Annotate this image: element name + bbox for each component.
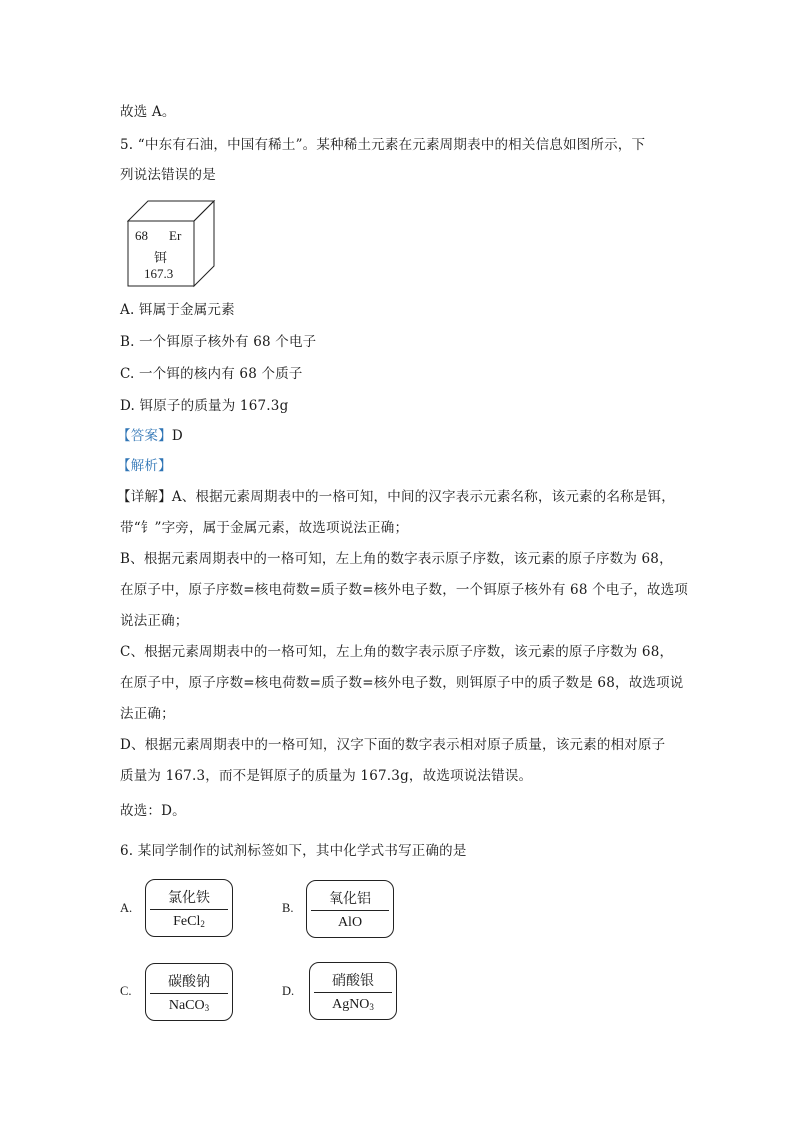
- atomic-mass: 167.3: [144, 266, 174, 281]
- answer-value: D: [171, 428, 183, 444]
- question-5-stem-line-2: 列说法错误的是: [120, 167, 216, 183]
- option-d: D. 铒原子的质量为 167.3g: [120, 398, 289, 414]
- final-answer: 故选：D。: [120, 803, 186, 819]
- answer-tag: 【答案】: [117, 428, 172, 444]
- element-symbol: Er: [169, 228, 182, 243]
- atomic-number: 68: [135, 228, 148, 243]
- element-cell-figure: [127, 200, 217, 290]
- option-b: B. 一个铒原子核外有 68 个电子: [120, 334, 317, 350]
- explanation-line-3: B、根据元素周期表中的一格可知，左上角的数字表示原子序数，该元素的原子序数为 68，: [120, 551, 673, 567]
- label-option-letter-b: B.: [282, 901, 294, 915]
- element-name: 铒: [154, 251, 168, 266]
- explanation-line-4: 在原子中，原子序数=核电荷数=质子数=核外电子数，一个铒原子核外有 68 个电子，故选项: [120, 582, 688, 598]
- label-name: 氯化铁: [168, 890, 210, 906]
- explanation-line-1: [117, 487, 675, 507]
- reagent-label-c: [145, 963, 233, 1021]
- reagent-label-b: [306, 880, 394, 938]
- label-formula: FeCl$_2$: [173, 914, 205, 929]
- answer-row: [117, 426, 183, 446]
- label-formula: NaCO$_3$: [168, 998, 210, 1013]
- label-formula: AgNO$_3$: [332, 997, 374, 1012]
- label-option-letter-d: D.: [282, 984, 295, 998]
- label-name: 碳酸钠: [168, 974, 210, 990]
- explanation-text: A、根据元素周期表中的一格可知，中间的汉字表示元素名称，该元素的名称是铒，: [171, 489, 675, 505]
- label-divider: [311, 910, 389, 911]
- explanation-line-5: 说法正确；: [120, 613, 189, 629]
- previous-answer-conclusion: 故选 A。: [120, 104, 176, 120]
- reagent-label-a: [145, 879, 233, 937]
- label-name: 硝酸银: [332, 973, 374, 989]
- question-6-stem: 6. 某同学制作的试剂标签如下，其中化学式书写正确的是: [120, 843, 467, 859]
- detail-tag: 【详解】: [117, 489, 172, 505]
- explanation-line-10: 质量为 167.3，而不是铒原子的质量为 167.3g，故选项说法错误。: [120, 768, 533, 784]
- label-name: 氧化铝: [329, 891, 371, 907]
- label-divider: [150, 909, 228, 910]
- explanation-line-9: D、根据元素周期表中的一格可知，汉字下面的数字表示相对原子质量，该元素的相对原子: [120, 737, 666, 753]
- label-option-letter-c: C.: [120, 984, 132, 998]
- explanation-line-6: C、根据元素周期表中的一格可知，左上角的数字表示原子序数，该元素的原子序数为 68，: [120, 644, 674, 660]
- option-a: A. 铒属于金属元素: [120, 302, 235, 318]
- question-5-stem-line-1: 5. “中东有石油，中国有稀土”。某种稀土元素在元素周期表中的相关信息如图所示，下: [120, 137, 646, 153]
- label-divider: [314, 992, 392, 993]
- label-option-letter-a: A.: [120, 901, 133, 915]
- explanation-line-7: 在原子中，原子序数=核电荷数=质子数=核外电子数，则铒原子中的质子数是 68，故选项说: [120, 675, 684, 691]
- label-divider: [150, 993, 228, 994]
- label-formula: AlO: [337, 915, 363, 930]
- option-c: C. 一个铒的核内有 68 个质子: [120, 366, 303, 382]
- explanation-line-2: 带“钅”字旁，属于金属元素，故选项说法正确；: [120, 520, 409, 536]
- reagent-label-d: [309, 962, 397, 1020]
- analysis-row: [117, 456, 172, 476]
- explanation-line-8: 法正确；: [120, 706, 175, 722]
- analysis-tag: 【解析】: [117, 458, 172, 474]
